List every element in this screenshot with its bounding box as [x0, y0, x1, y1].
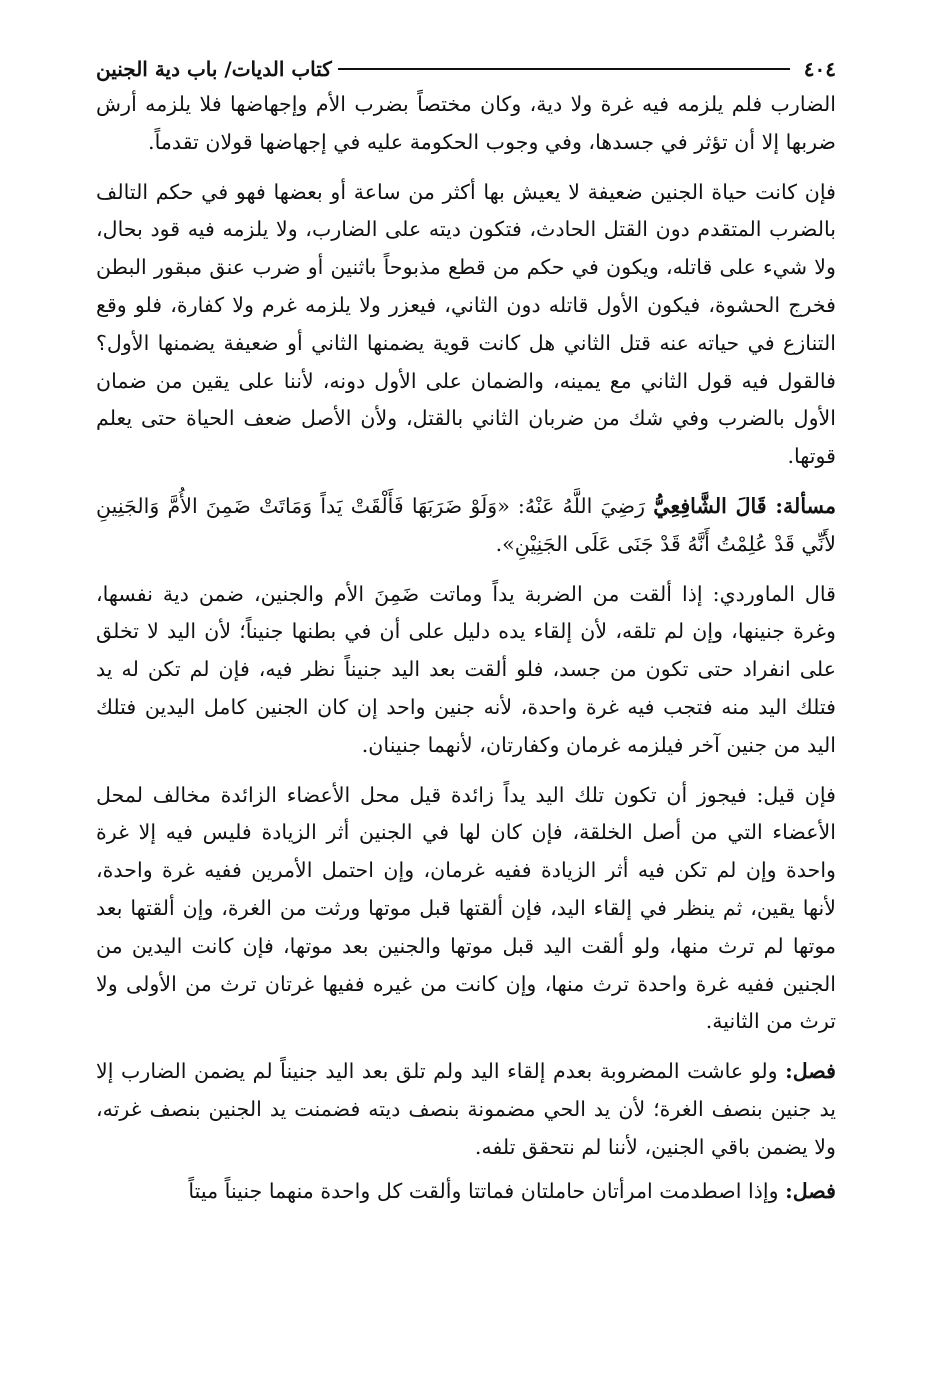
paragraph-text: الضارب فلم يلزمه فيه غرة ولا دية، وكان مختصاً بضرب الأم وإجهاضها فلا يلزمه أرش ضربها إلا أن تؤثر في جسدها، وفي وجوب الحكومة عليه في إجهاضها قولان تقدماً. — [96, 92, 836, 154]
masala-shafii — [96, 488, 836, 564]
fasl-label: فصل: — [785, 1178, 836, 1203]
running-header — [96, 52, 836, 86]
paragraph-mawardi — [96, 576, 836, 765]
paragraph-weak-life — [96, 174, 836, 476]
paragraph-text: فإن قيل: فيجوز أن تكون تلك اليد يداً زائدة قيل محل الأعضاء الزائدة مخالف لمحل الأعضاء التي من أصل الخلقة، فإن كان لها في الجنين أثر الزيادة فليس فيه إلا غرة واحدة وإن لم تكن فيه أثر الزيادة ففيه غرمان، وإن احتمل الأمرين ففيه غرة واحدة، لأنها يقين، ثم ينظر في إلقاء اليد، فإن ألقتها قبل موتها ورثت من الغرة، وإن ألقتها بعد موتها لم ترث منها، ولو ألقت اليد قبل موتها والجنين بعد موتها، فإن كانت اليدين من الجنين ففيه غرة واحدة ترث منها، وإن كانت من غيره ففيها غرتان ترث من الأولى ولا ترث من الثانية. — [96, 782, 836, 1034]
paragraph-text: فإن كانت حياة الجنين ضعيفة لا يعيش بها أكثر من ساعة أو بعضها فهو في حكم التالف بالضرب المتقدم دون القتل الحادث، فتكون ديته على الضارب، ولا يلزمه فيه قود بحال، ولا شيء على قاتله، ويكون في حكم من قطع مذبوحاً باثنين أو ضرب عنق مبقور البطن فخرج الحشوة، فيكون الأول قاتله دون الثاني، فيعزر ولا يلزمه غرم ولا كفارة، فلو وقع التنازع في حياته عنه قتل الثاني هل كانت قوية يضمنها الثاني أو ضعيفة يضمنها الأول؟ فالقول فيه قول الثاني مع يمينه، والضمان على الأول دونه، لأننا على يقين من ضمان الأول بالضرب وفي شك من ضربان الثاني بالقتل، ولأن الأصل ضعف الحياة حتى يعلم قوتها. — [96, 179, 836, 469]
paragraph-text: قال الماوردي: إذا ألقت من الضربة يداً وماتت ضَمِنَ الأم والجنين، ضمن دية نفسها، وغرة جنينها، وإن لم تلقه، لأن إلقاء يده دليل على أن في بطنها جنيناً؛ لأن اليد لا تخلق على انفراد حتى تكون من جسد، فلو ألقت بعد اليد جنيناً نظر فيه، فإن لم تكن له يد فتلك اليد منه فتجب فيه غرة واحدة، لأنه جنين واحد إن كان الجنين كامل اليدين فتلك اليد من جنين آخر فيلزمه غرمان وكفارتان، لأنهما جنينان. — [96, 581, 836, 757]
book-page — [96, 52, 836, 1210]
honorific: رَضِيَ اللَّهُ عَنْهُ: — [517, 493, 646, 518]
fasl-section-2 — [96, 1173, 836, 1211]
page-number: ٤٠٤ — [803, 57, 836, 81]
paragraph-text: ولو عاشت المضروبة بعدم إلقاء اليد ولم تلق بعد اليد جنيناً لم يضمن الضارب إلا يد جنين بنصف الغرة؛ لأن يد الحي مضمونة بنصف ديته فضمنت يد الجنين بنصف غرته، ولا يضمن باقي الجنين، لأننا لم نتحقق تلفه. — [96, 1059, 836, 1159]
paragraph-continuation — [96, 86, 836, 162]
quoted-text: «وَلَوْ ضَرَبَهَا فَأَلْقَتْ يَداً وَمَاتَتْ ضَمِنَ الأُمَّ وَالجَنِينِ لأَنِّي قَدْ عُلِمْتُ أَنَّهُ قَدْ جَنَى عَلَى الجَنِيْنِ». — [96, 493, 836, 556]
fasl-section-1 — [96, 1053, 836, 1166]
header-rule — [338, 68, 790, 70]
masala-label: مسألة: قَالَ الشَّافِعِيُّ — [653, 493, 836, 518]
paragraph-text: وإذا اصطدمت امرأتان حاملتان فماتتا وألقت كل واحدة منهما جنيناً ميتاً — [188, 1178, 779, 1203]
chapter-title: كتاب الديات/ باب دية الجنين — [96, 57, 332, 81]
fasl-label: فصل: — [785, 1059, 836, 1084]
paragraph-objection — [96, 777, 836, 1042]
